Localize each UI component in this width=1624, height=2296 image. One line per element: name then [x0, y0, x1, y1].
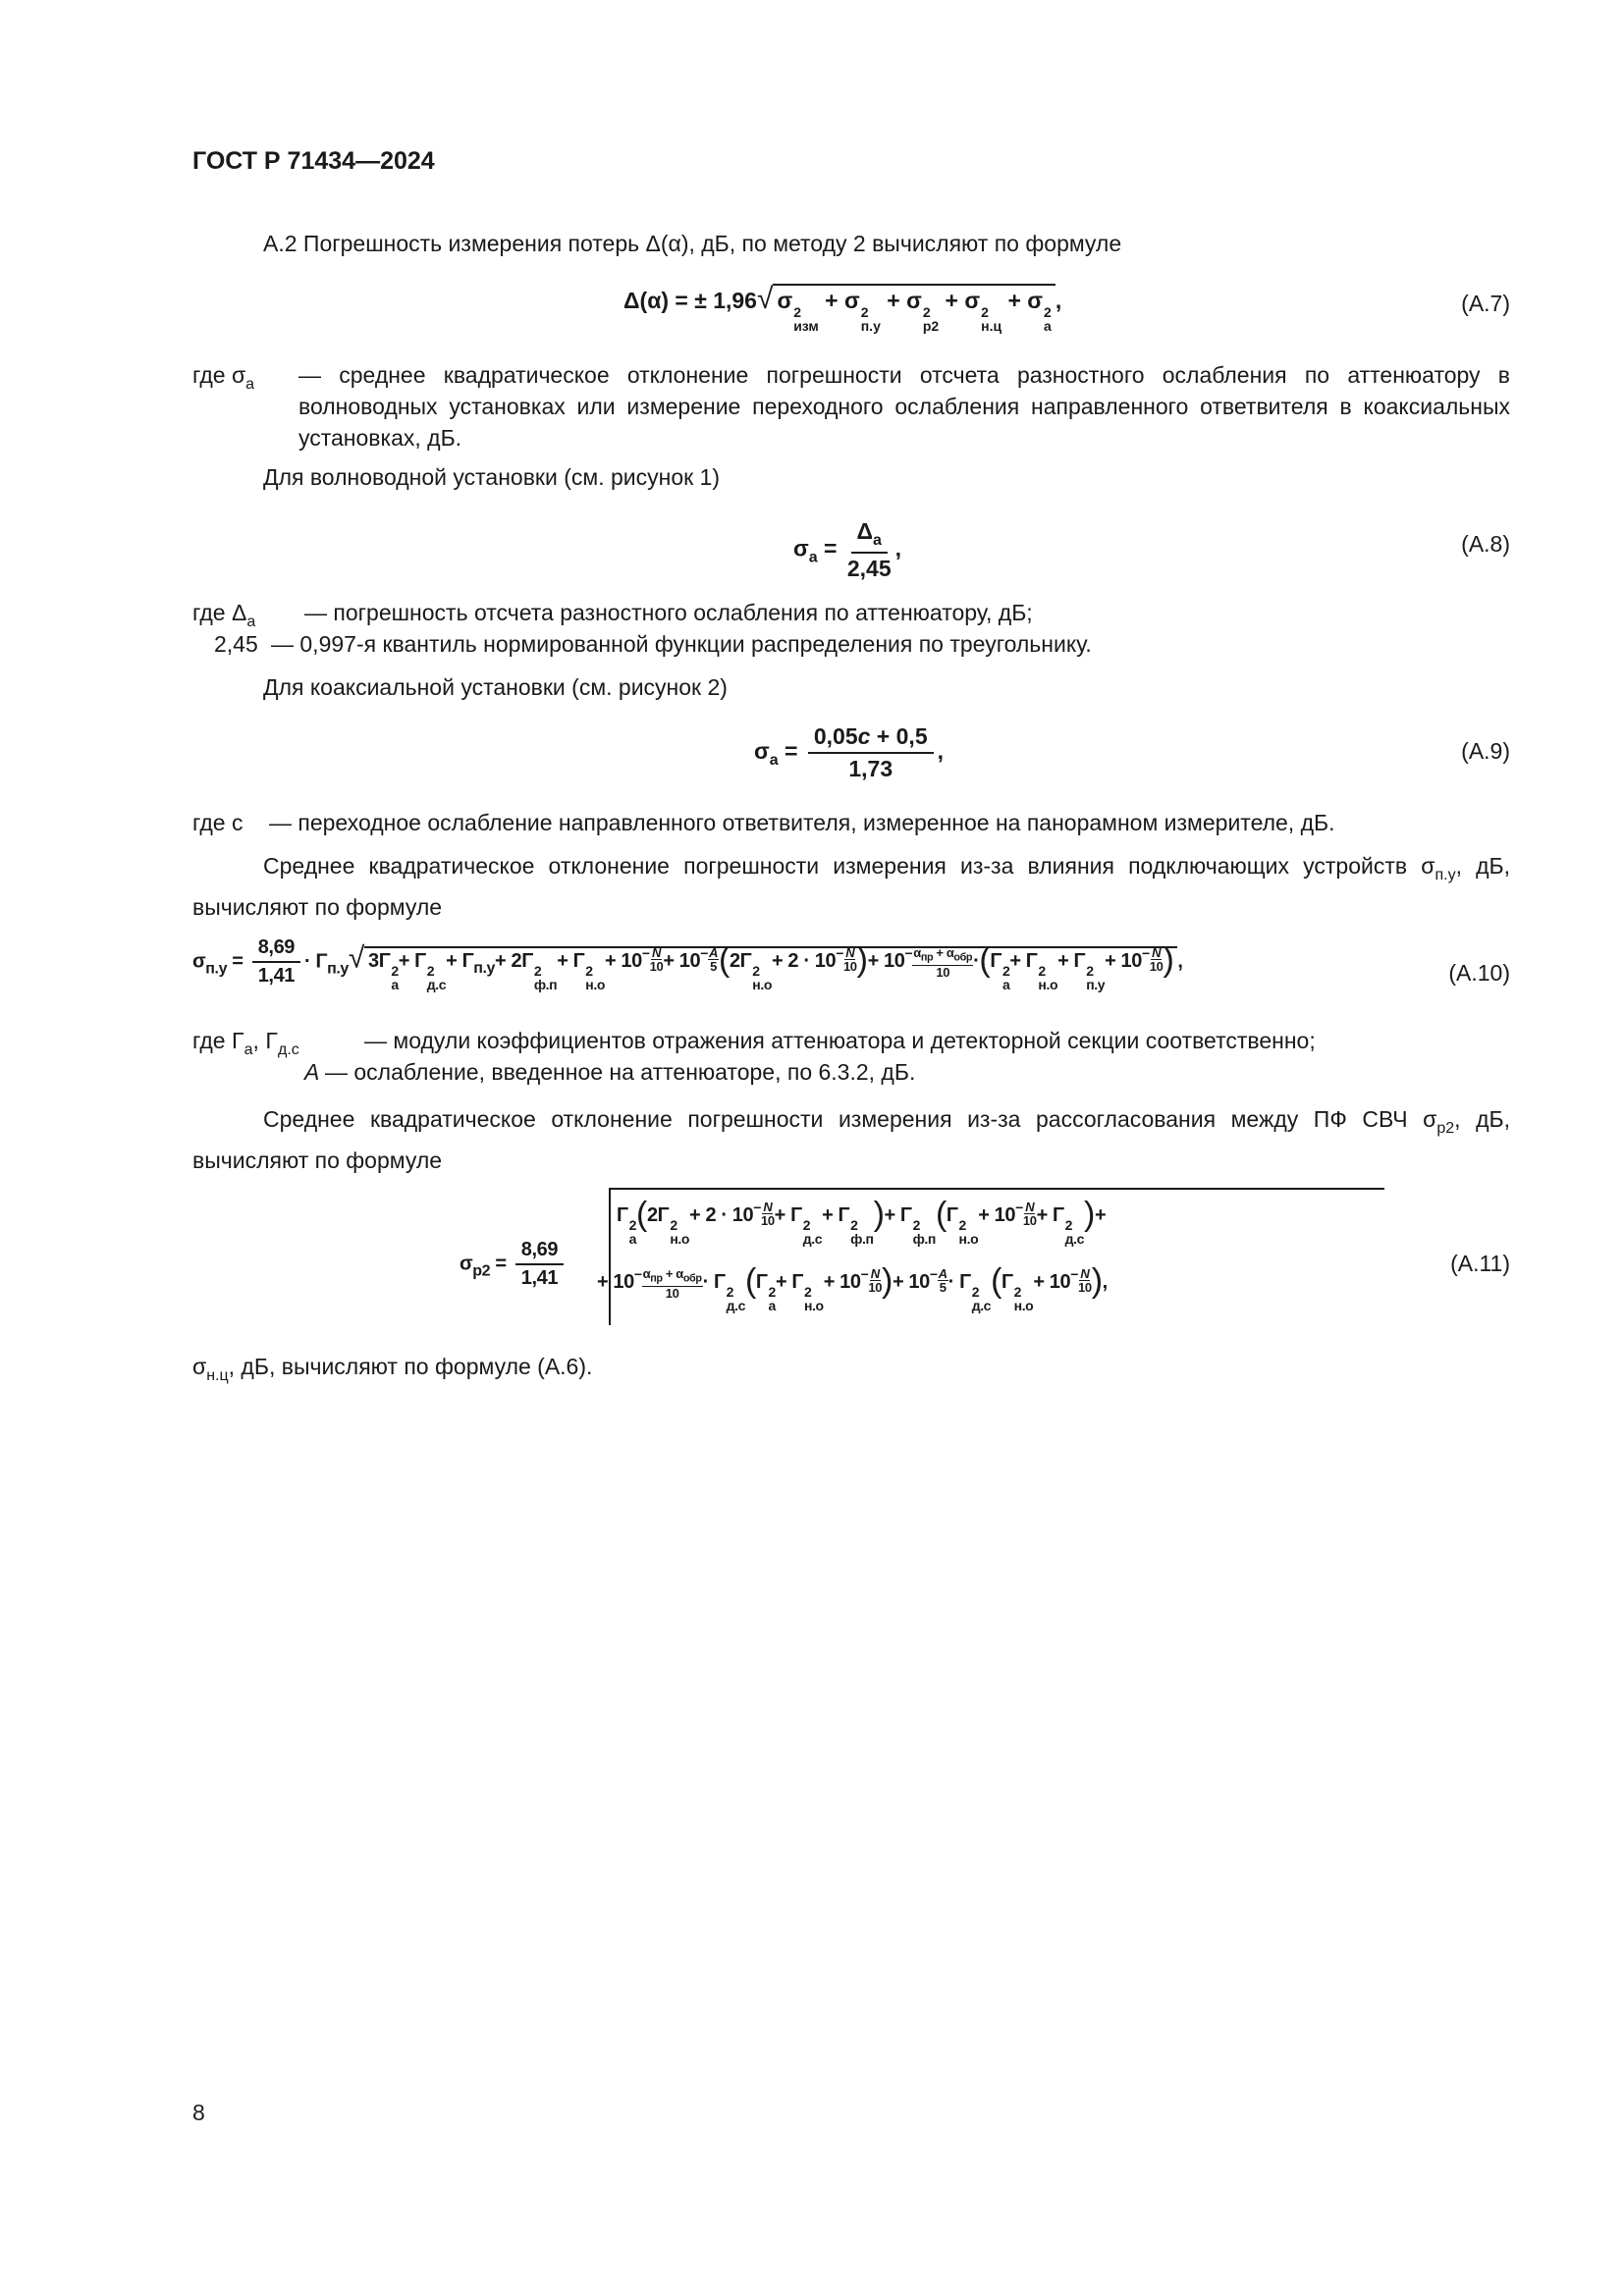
definition-c-term: где c [192, 810, 244, 835]
definition-quantile-text: — 0,997-я квантиль нормированной функции распределения по треугольнику. [271, 631, 1092, 657]
paragraph-sigma-p2 [192, 1103, 1510, 1176]
definition-gamma-subscript-1: а [244, 1041, 253, 1058]
paragraph-waveguide: Для волноводной установки (см. рисунок 1) [263, 464, 721, 490]
paragraph-sigma-p2-text-1: Среднее квадратическое отклонение погрешности измерения из-за рассогласования между ПФ СВЧ σ [263, 1106, 1437, 1132]
definition-sigma-a-term: где σ [192, 362, 246, 388]
definition-c [192, 807, 1510, 838]
paragraph-sigma-nc-subscript: н.ц [206, 1367, 229, 1384]
definition-delta-a-text: — погрешность отсчета разностного ослабления по аттенюатору, дБ; [304, 600, 1033, 625]
page-number: 8 [192, 2100, 205, 2125]
definition-gamma-text: — модули коэффициентов отражения аттенюатора и детекторной секции соответственно; [364, 1028, 1316, 1053]
formula-a9: $\sigma_а$ = $\frac{0,05c + 0,5}{1,73}$ , [754, 723, 944, 781]
paragraph-sigma-p2-text-2: , дБ, вычисляют по формуле [192, 1106, 1510, 1173]
formula-a7: Δ(α) = ± 1,96√ σ 2 изм + σ 2 п.у + σ 2 р2 + σ 2 н.ц + σ 2 а , [623, 283, 1062, 334]
definition-delta-a-subscript: а [246, 614, 256, 630]
paragraph-sigma-p2-subscript: р2 [1436, 1120, 1455, 1137]
equation-number-a7: (А.7) [1461, 291, 1510, 316]
definition-c-text: — переходное ослабление направленного ответвителя, измеренное на панорамном измерителе, дБ. [269, 810, 1335, 835]
paragraph-sigma-py-text-2: , дБ, вычисляют по формуле [192, 853, 1510, 920]
document-header: ГОСТ Р 71434—2024 [192, 147, 435, 175]
paragraph-sigma-py-text-1: Среднее квадратическое отклонение погрешности измерения из-за влияния подключающих устройств σ [263, 853, 1435, 879]
definition-attenuation-a-term: A [304, 1059, 320, 1085]
equation-number-a8: (А.8) [1461, 531, 1510, 557]
paragraph-a2: А.2 Погрешность измерения потерь Δ(α), дБ, по методу 2 вычисляют по формуле [263, 231, 1122, 256]
definition-gamma-term-mid: , Γ [252, 1028, 278, 1053]
paragraph-coax: Для коаксиальной установки (см. рисунок 2) [263, 674, 728, 700]
definition-gamma-term: где Γ [192, 1028, 244, 1053]
paragraph-sigma-py [192, 850, 1510, 923]
definition-gamma-subscript-2: д.с [278, 1041, 299, 1058]
definition-quantile-term: 2,45 [214, 631, 258, 657]
definition-sigma-a-subscript: а [245, 376, 255, 393]
definition-attenuation-a-text: — ослабление, введенное на аттенюаторе, по 6.3.2, дБ. [325, 1059, 916, 1085]
formula-a10: $\sigma_{п.у}$ = $\frac{8,69}{1,41}$ · $\Gamma_{п.у}√$ 3Γ 2 а + Γ 2 д.с + $\Gamma_{п.у}+ 2\Gamma$ 2 ф.п + Γ 2 н.о + 10− $\frac{N}{10}$ + 10− $\frac{A}{5}$ (2Γ 2 н.о + 2 · 10− $\frac{N}{10}$ )+ 10− $\alpha_{пр} + \alpha_{обр}$ 10 ·(Γ 2 а + Γ 2 н.о + Γ 2 п.у + 10− $\frac{N}{10}$ ) , [192, 936, 1183, 993]
paragraph-sigma-nc [192, 1351, 1510, 1392]
paragraph-sigma-nc-symbol: σ [192, 1354, 207, 1379]
paragraph-sigma-nc-text: , дБ, вычисляют по формуле (А.6). [228, 1354, 593, 1379]
equation-number-a10: (А.10) [1448, 960, 1510, 986]
equation-number-a11: (А.11) [1450, 1251, 1510, 1276]
equation-number-a9: (А.9) [1461, 738, 1510, 764]
paragraph-sigma-py-subscript: п.у [1435, 867, 1456, 883]
formula-a8: $\sigma_а$ = $\frac{\Delta_а}{2,45}$ , [793, 518, 902, 581]
definition-sigma-a [192, 359, 1510, 454]
definition-sigma-a-text: — среднее квадратическое отклонение погрешности отсчета разностного ослабления по аттенюатору в волноводных установках или измерение переходного ослабления направленного ответвителя в коаксиальных установках, дБ. [298, 362, 1510, 451]
definition-delta-a-term: где Δ [192, 600, 247, 625]
